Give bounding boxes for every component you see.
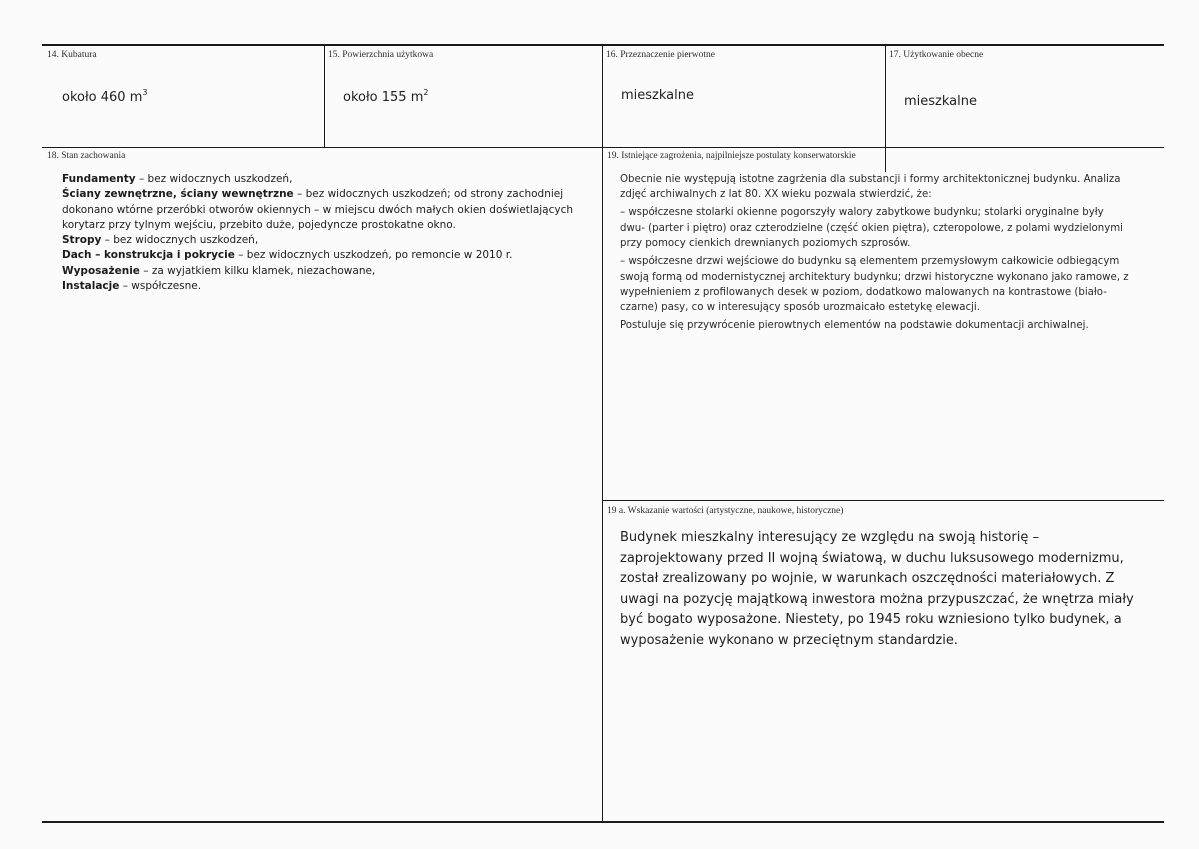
section-19a-divider — [603, 500, 1164, 501]
zagrozenia-label: 19. Istniejące zagrożenia, najpilniejsze postulaty konserwatorskie — [607, 151, 856, 161]
uzytkowanie-label: 17. Użytkowanie obecne — [889, 50, 984, 60]
column-divider-3 — [885, 44, 886, 172]
stan-zachowania-label: 18. Stan zachowania — [47, 151, 126, 161]
powierzchnia-label: 15. Powierzchnia użytkowa — [328, 50, 434, 60]
powierzchnia-value: około 155 $m^2$ — [343, 88, 429, 105]
przeznaczenie-label: 16. Przeznaczenie pierwotne — [606, 50, 715, 60]
zagrozenia-paragraph: Obecnie nie występują istotne zagrżenia dla substancji i formy architektonicznej budynku. Analiza zdjęć archiwalnych z lat 80. XX wieku pozwala stwierdzić, że: — [620, 174, 1121, 201]
stan-item: Instalacje – współczesne. — [62, 280, 202, 293]
bottom-rule — [42, 821, 1164, 823]
zagrozenia-paragraph: – współczesne drzwi wejściowe do budynku są elementem przemysłowym całkowicie odbiegącym swoją formą od modernistycznej architektury budynku; drzwi historyczne wykonano jako ramowe, z wypełnieniem z profilowanych desek w poziom, dodatkowo malowanych na kontrastowe (biało-czarne) pasy, co w interesujący sposób urozmaicało estetykę elewacji. — [620, 256, 1129, 314]
kubatura-label: 14. Kubatura — [47, 50, 97, 60]
stan-item: Wyposażenie – za wyjatkiem kilku klamek, niezachowane, — [62, 264, 376, 277]
stan-item: Stropy – bez widocznych uszkodzeń, — [62, 234, 259, 247]
column-divider-1 — [324, 44, 325, 147]
stan-item: Ściany zewnętrzne, ściany wewnętrzne – bez widocznych uszkodzeń; od strony zachodniej dokonano wtórne przeróbki otworów okiennych – w miejscu dwóch małych okien doświetlających korytarz przy tylnym wejściu, przebito duże, pojedyncze prostokatne okno. — [62, 188, 574, 231]
przeznaczenie-value: mieszkalne — [621, 88, 694, 103]
zagrozenia-paragraph: Postuluje się przywrócenie pierowtnych elementów na podstawie dokumentacji archiwalnej. — [620, 320, 1089, 332]
uzytkowanie-value: mieszkalne — [904, 94, 977, 109]
row-divider — [42, 147, 1164, 148]
stan-zachowania-text — [62, 172, 592, 294]
kubatura-value: około 460 $m^3$ — [62, 88, 148, 105]
stan-item: Fundamenty – bez widocznych uszkodzeń, — [62, 173, 293, 185]
zagrozenia-text — [620, 172, 1130, 336]
stan-item: Dach – konstrukcja i pokrycie – bez widocznych uszkodzeń, po remoncie w 2010 r. — [62, 249, 513, 262]
column-divider-main — [602, 44, 603, 822]
wartosci-label: 19 a. Wskazanie wartości (artystyczne, naukowe, historyczne) — [607, 506, 844, 516]
zagrozenia-paragraph: – współczesne stolarki okienne pogorszyły walory zabytkowe budynku; stolarki oryginalne były dwu- (parter i piętro) oraz czterodzielne (część okien piętra), czteropolowe, z polami wydzielonymi przy pomocy cienkich drewnianych poziomych szprosów. — [620, 207, 1124, 250]
top-rule — [42, 44, 1164, 46]
wartosci-text: Budynek mieszkalny interesujący ze względu na swoją historię – zaprojektowany przed II wojną światową, w duchu luksusowego modernizmu, został zrealizowany po wojnie, w warunkach oszczędności materiałowych. Z uwagi na pozycję majątkową inwestora można przypuszczać, że wnętrza miały być bogato wyposażone. Niestety, po 1945 roku wzniesiono tylko budynek, a wyposażenie wykonano w przeciętnym standardzie. — [620, 530, 1134, 648]
